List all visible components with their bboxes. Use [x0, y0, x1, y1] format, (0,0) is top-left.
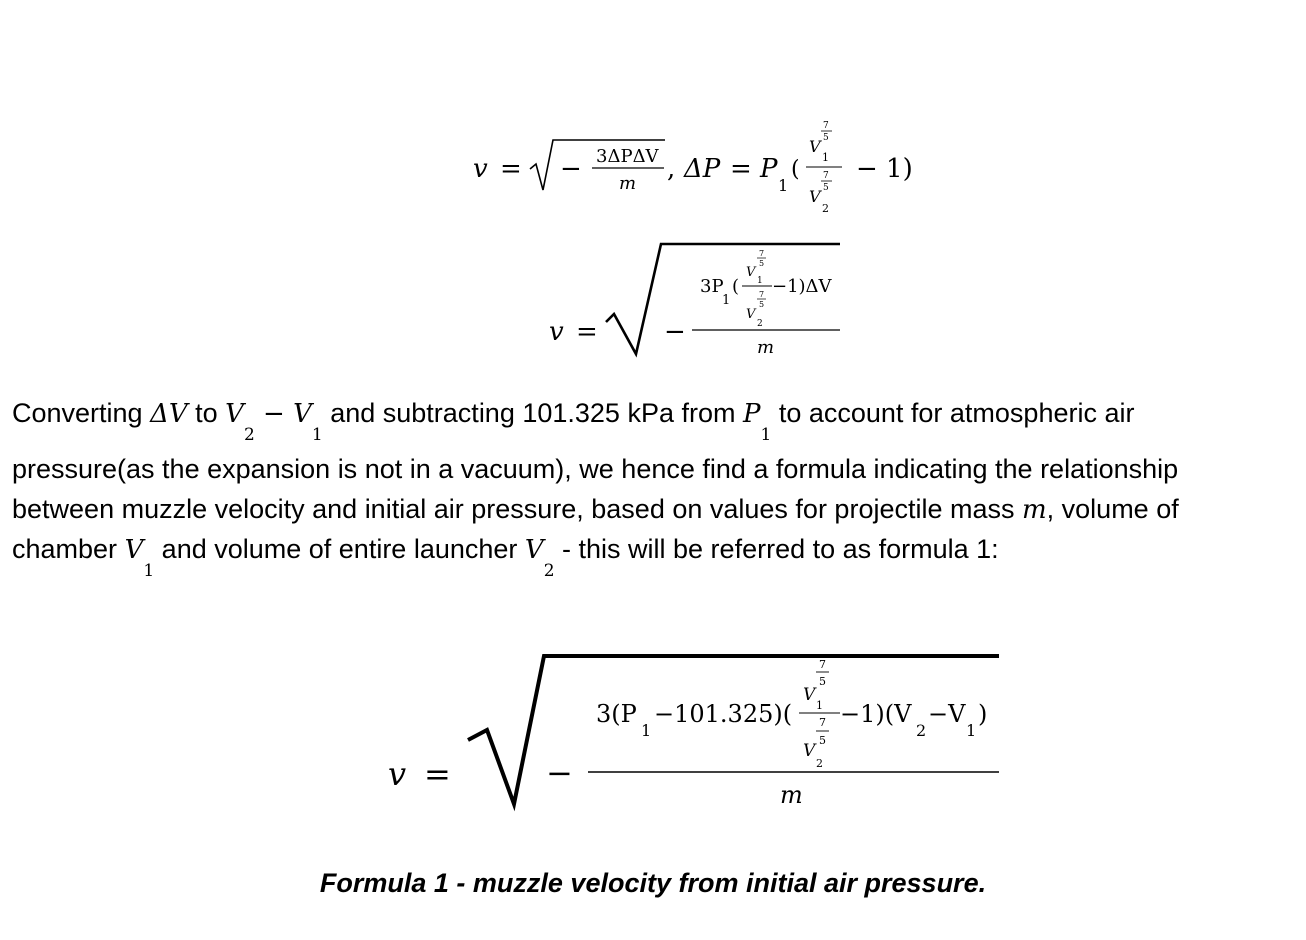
eq3-mid-sub: 2 [916, 721, 927, 740]
v1-symbol: V [124, 535, 144, 565]
eq3-equals: = [424, 755, 451, 793]
eq3-v2-exp-bot: 5 [819, 734, 826, 747]
formula-caption: Formula 1 - muzzle velocity from initial air pressure. [319, 868, 987, 898]
eq2-p-sub: 1 [722, 293, 731, 308]
equation-3 [388, 656, 999, 809]
eq3-minus-v: −V [928, 700, 966, 728]
minus-sign: − [254, 399, 294, 429]
v2-symbol: V [524, 535, 544, 565]
equation-1 [473, 121, 913, 215]
eq2-v2: V [746, 307, 756, 322]
eq2-equals: = [576, 317, 598, 347]
text-run: and volume of entire launcher [154, 534, 525, 564]
text-run: to [187, 398, 226, 428]
paragraph-line-4 [12, 534, 999, 581]
eq1-v2-exp-top: 7 [823, 171, 829, 181]
delta-v-symbol: ΔV [150, 399, 188, 429]
text-run: , volume of [1046, 494, 1179, 524]
eq3-lead: 3(P [596, 700, 637, 728]
eq3-denominator: m [780, 781, 803, 809]
eq2-v1-sub: 1 [757, 276, 763, 286]
paragraph-line-2: pressure(as the expansion is not in a vacuum), we hence find a formula indicating the relationship [12, 454, 1179, 484]
eq1-v2-sub: 2 [822, 202, 829, 215]
eq3-v2: V [803, 741, 816, 761]
subscript: 2 [243, 425, 255, 445]
eq2-v2-exp-top: 7 [759, 290, 765, 299]
eq1-delta-p: ΔP [684, 154, 721, 184]
subscript: 1 [143, 561, 155, 581]
eq1-equals: = [500, 154, 522, 184]
p1-symbol: P [742, 399, 761, 429]
v2-symbol: V [225, 399, 244, 429]
eq3-v1-sub: 1 [816, 699, 823, 712]
eq2-v1-exp-top: 7 [759, 249, 765, 258]
text-run: and subtracting 101.325 kPa from [322, 398, 743, 428]
eq3-p-sub: 1 [641, 721, 652, 740]
eq2-minus: − [664, 317, 686, 347]
eq1-v1-exp-top: 7 [823, 121, 829, 131]
v1-symbol: V [293, 399, 312, 429]
eq1-denominator: m [619, 173, 637, 194]
paragraph-line-3 [12, 494, 1179, 525]
eq1-v1: V [809, 137, 821, 156]
text-run: to account for atmospheric air [771, 398, 1135, 428]
subscript: 1 [760, 425, 772, 445]
eq3-const: −101.325)( [654, 700, 793, 728]
eq2-v2-sub: 2 [757, 319, 763, 329]
eq3-end-sub: 1 [966, 721, 977, 740]
eq1-p: P [760, 154, 778, 184]
eq1-v: v [473, 154, 488, 184]
eq2-open-paren: ( [732, 276, 740, 297]
eq1-v2: V [809, 187, 821, 206]
eq3-v2-sub: 2 [816, 757, 823, 770]
eq3-v: v [388, 755, 407, 793]
eq1-minus: − [560, 154, 582, 184]
subscript: 1 [311, 425, 323, 445]
text-run: - this will be referred to as formula 1: [554, 534, 999, 564]
eq3-close: ) [978, 700, 988, 728]
eq1-v1-exp-bot: 5 [823, 133, 829, 143]
eq3-v1-exp-top: 7 [819, 658, 826, 671]
eq2-v: v [549, 317, 564, 347]
eq2-v2-exp-bot: 5 [759, 300, 765, 309]
equation-2 [549, 244, 840, 358]
eq1-minus-one: − 1) [856, 154, 913, 184]
eq3-mid: −1)(V [840, 700, 912, 728]
eq2-v1-exp-bot: 5 [759, 259, 765, 268]
eq1-comma: , [667, 154, 676, 184]
eq1-v1-sub: 1 [822, 151, 829, 164]
text-run: chamber [12, 534, 125, 564]
eq1-equals-2: = [730, 154, 752, 184]
eq2-denominator: m [757, 337, 775, 358]
eq1-numerator: 3ΔPΔV [596, 146, 659, 167]
eq1-p-sub: 1 [778, 176, 789, 195]
eq3-v1: V [803, 685, 816, 705]
eq3-minus: − [546, 754, 573, 792]
text-run: Converting [12, 398, 151, 428]
mass-symbol: m [1022, 495, 1047, 525]
eq3-v2-exp-top: 7 [819, 716, 826, 729]
eq1-v2-exp-bot: 5 [823, 183, 829, 193]
eq2-coef: 3P [700, 276, 724, 297]
eq3-v1-exp-bot: 5 [819, 675, 826, 688]
text-run: between muzzle velocity and initial air pressure, based on values for projectile mass [12, 494, 1022, 524]
eq2-tail: −1)ΔV [772, 276, 832, 297]
subscript: 2 [543, 561, 555, 581]
eq2-v1: V [746, 265, 756, 280]
paragraph-line-1 [12, 398, 1135, 445]
eq1-open-paren: ( [791, 157, 800, 182]
